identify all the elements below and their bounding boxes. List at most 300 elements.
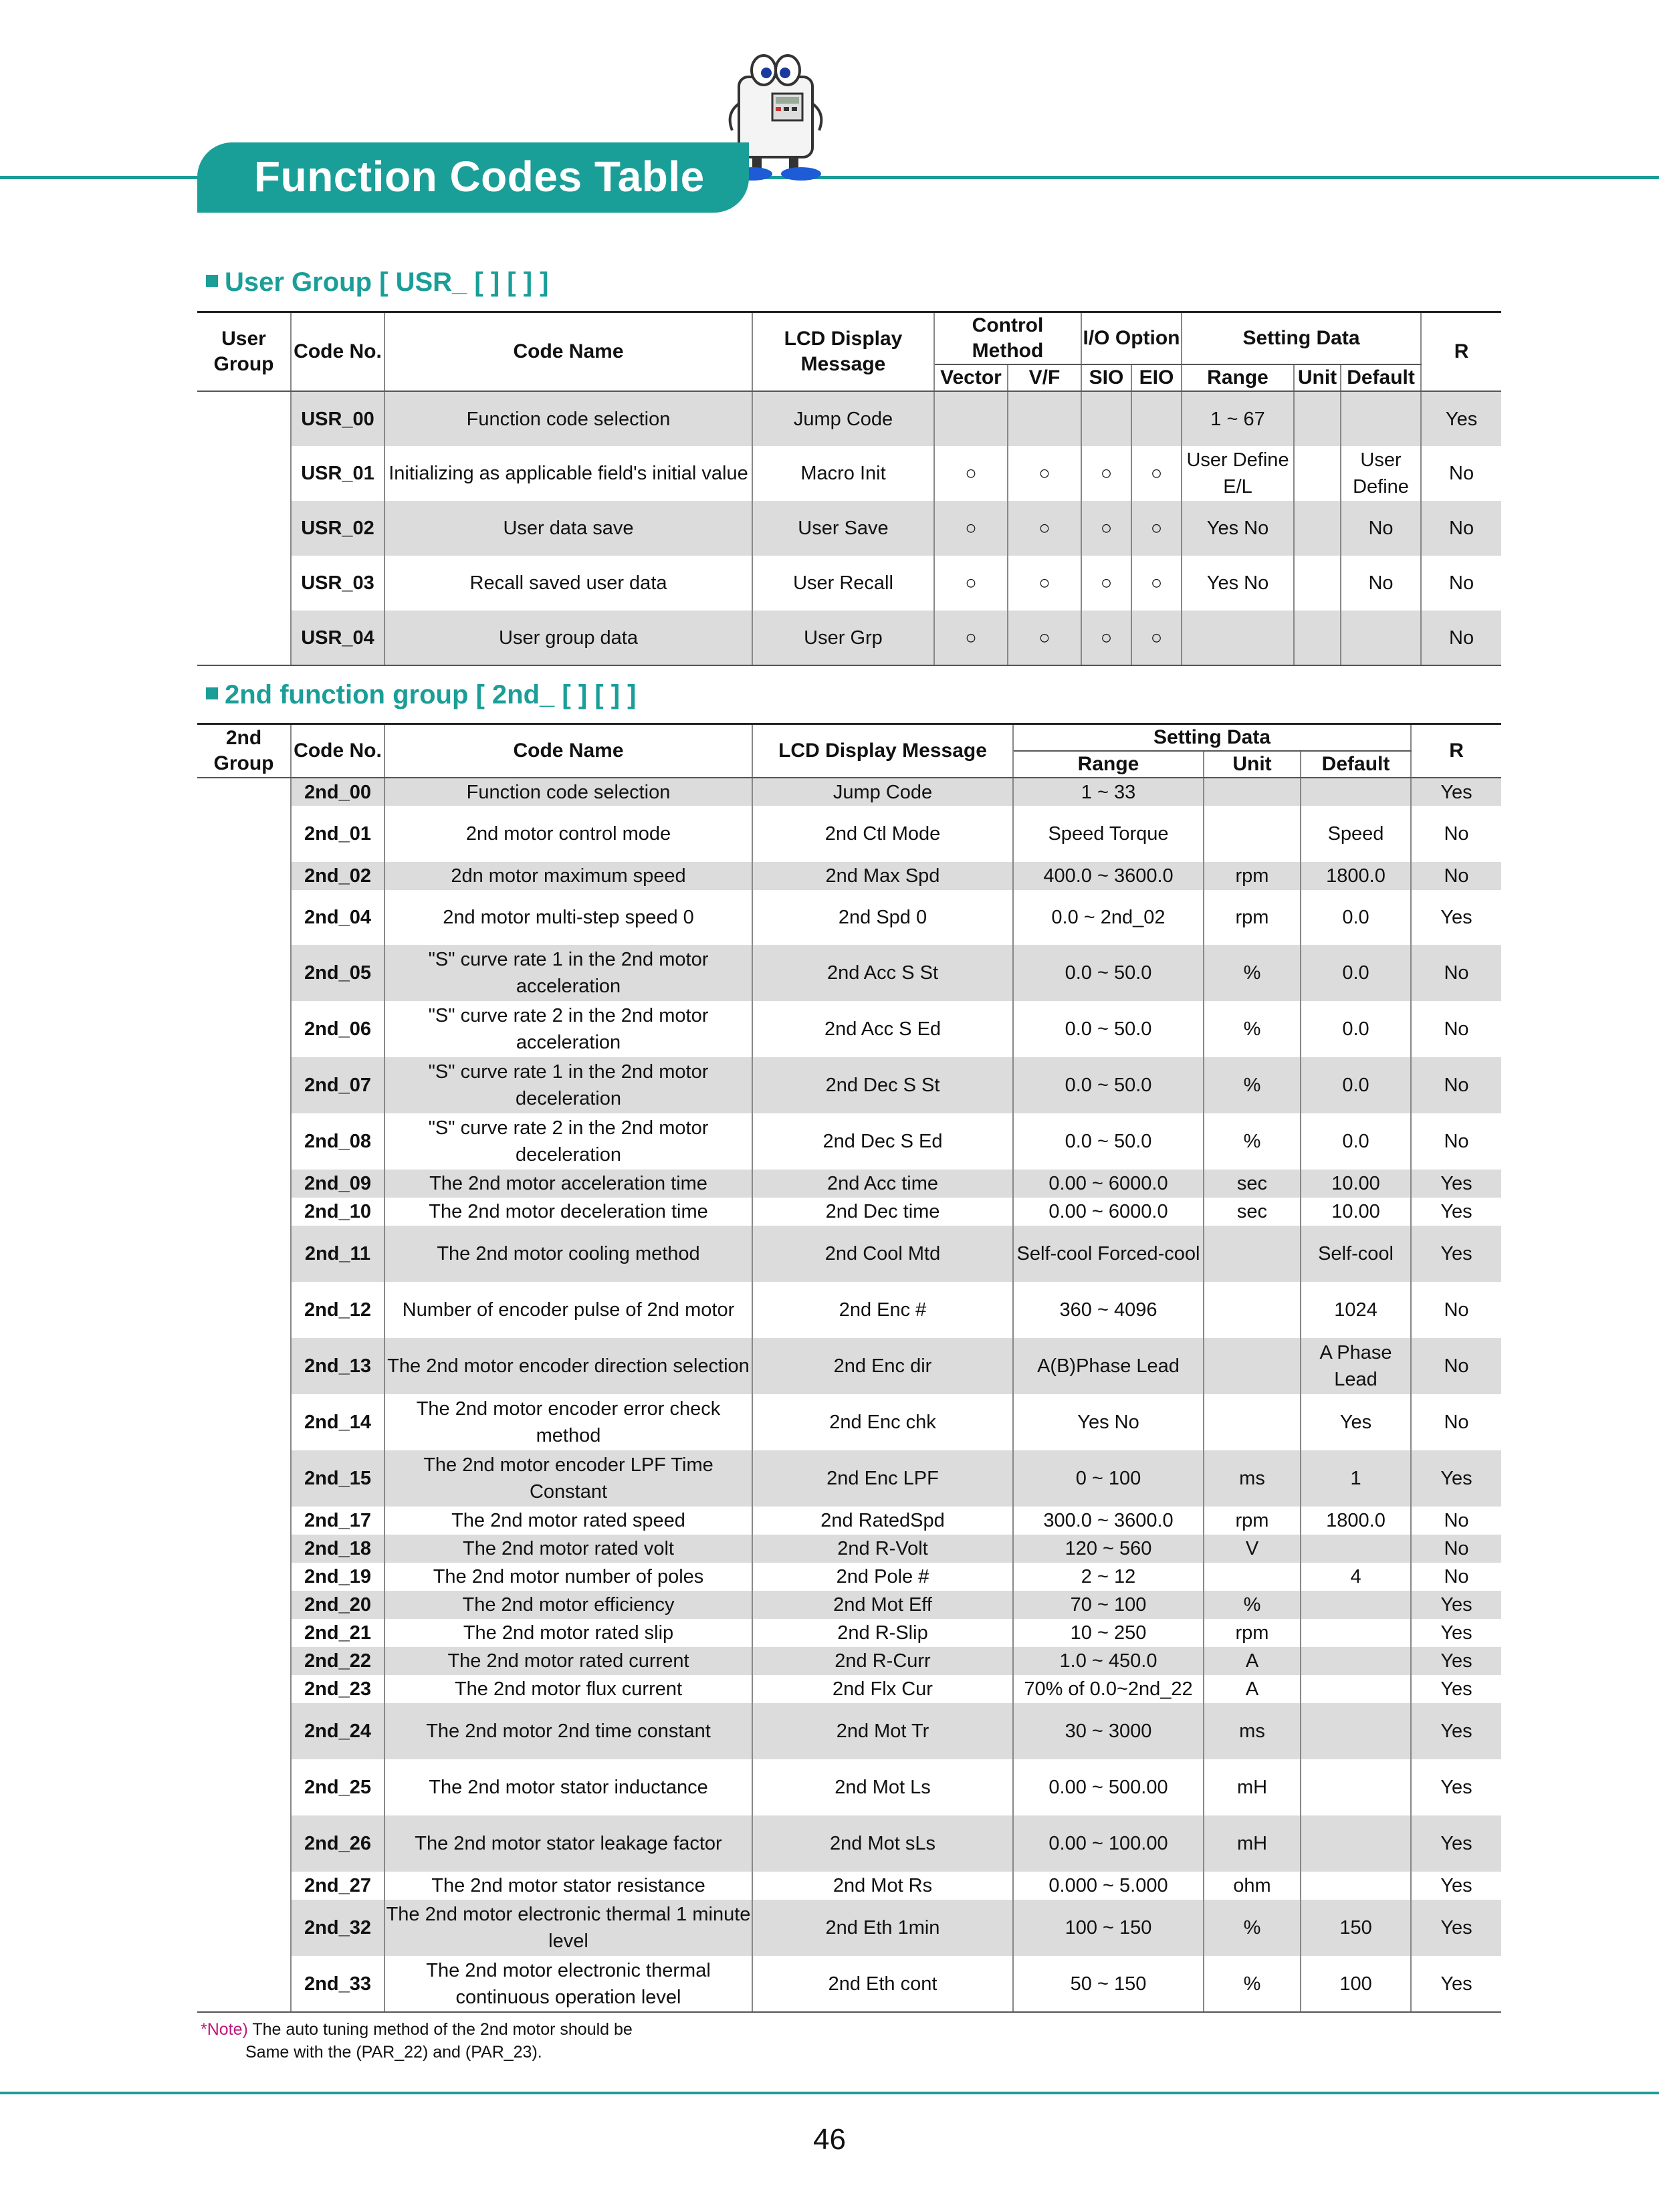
- cell-unit: mH: [1204, 1759, 1301, 1815]
- cell-default: No: [1341, 501, 1421, 556]
- cell-name: The 2nd motor electronic thermal 1 minute level: [384, 1900, 752, 1956]
- cell-default: [1301, 1675, 1411, 1703]
- cell-eio: ○: [1131, 501, 1182, 556]
- cell-r: Yes: [1411, 1900, 1501, 1956]
- cell-unit: rpm: [1204, 890, 1301, 945]
- cell-vector: [934, 391, 1008, 446]
- table-row: [197, 556, 1501, 611]
- cell-unit: ms: [1204, 1703, 1301, 1759]
- col-header-default: Default: [1301, 751, 1411, 778]
- cell-default: A Phase Lead: [1301, 1338, 1411, 1394]
- cell-range: 0.00 ~ 6000.0: [1013, 1198, 1204, 1226]
- cell-unit: ms: [1204, 1450, 1301, 1507]
- cell-default: 1: [1301, 1450, 1411, 1507]
- cell-unit: %: [1204, 945, 1301, 1001]
- cell-lcd: 2nd Eth cont: [752, 1956, 1013, 2012]
- cell-range: 0 ~ 100: [1013, 1450, 1204, 1507]
- footnote-line1: The auto tuning method of the 2nd motor should be: [252, 2020, 633, 2039]
- cell-default: 150: [1301, 1900, 1411, 1956]
- cell-r: Yes: [1411, 1450, 1501, 1507]
- cell-default: [1341, 391, 1421, 446]
- cell-r: Yes: [1411, 1226, 1501, 1282]
- cell-sio: ○: [1081, 611, 1131, 665]
- cell-lcd: User Recall: [752, 556, 934, 611]
- cell-unit: sec: [1204, 1198, 1301, 1226]
- cell-lcd: 2nd Eth 1min: [752, 1900, 1013, 1956]
- cell-code: 2nd_21: [291, 1619, 384, 1647]
- col-header-io: I/O Option: [1081, 312, 1182, 365]
- cell-code: 2nd_32: [291, 1900, 384, 1956]
- cell-lcd: 2nd Dec S Ed: [752, 1113, 1013, 1170]
- cell-name: The 2nd motor 2nd time constant: [384, 1703, 752, 1759]
- table-row: [197, 778, 1501, 806]
- cell-name: The 2nd motor encoder LPF Time Constant: [384, 1450, 752, 1507]
- cell-code: 2nd_09: [291, 1170, 384, 1198]
- col-header-group: 2nd Group: [197, 724, 291, 778]
- cell-range: 30 ~ 3000: [1013, 1703, 1204, 1759]
- cell-range: 0.0 ~ 50.0: [1013, 1001, 1204, 1057]
- cell-lcd: 2nd R-Slip: [752, 1619, 1013, 1647]
- cell-range: 10 ~ 250: [1013, 1619, 1204, 1647]
- table-row: [197, 1170, 1501, 1198]
- cell-default: 0.0: [1301, 890, 1411, 945]
- cell-name: Function code selection: [384, 778, 752, 806]
- cell-r: Yes: [1411, 1619, 1501, 1647]
- cell-default: 0.0: [1301, 945, 1411, 1001]
- user-group-heading: [206, 267, 548, 298]
- table-row: [197, 1450, 1501, 1507]
- cell-code: 2nd_33: [291, 1956, 384, 2012]
- cell-eio: [1131, 391, 1182, 446]
- cell-default: [1341, 611, 1421, 665]
- cell-range: [1182, 611, 1294, 665]
- cell-lcd: 2nd Mot Ls: [752, 1759, 1013, 1815]
- cell-r: No: [1411, 1507, 1501, 1535]
- cell-code: 2nd_13: [291, 1338, 384, 1394]
- cell-name: User group data: [384, 611, 752, 665]
- cell-lcd: 2nd Dec time: [752, 1198, 1013, 1226]
- cell-range: 0.000 ~ 5.000: [1013, 1872, 1204, 1900]
- cell-name: 2nd motor control mode: [384, 806, 752, 862]
- cell-code: 2nd_26: [291, 1815, 384, 1872]
- cell-r: Yes: [1421, 391, 1501, 446]
- table-row: [197, 1338, 1501, 1394]
- cell-unit: [1294, 556, 1341, 611]
- col-header-name: Code Name: [384, 312, 752, 392]
- table-row: [197, 945, 1501, 1001]
- cell-vf: ○: [1008, 556, 1081, 611]
- cell-unit: [1294, 391, 1341, 446]
- second-group-heading-text: 2nd function group [ 2nd_ [ ] [ ] ]: [225, 680, 637, 709]
- cell-r: No: [1411, 1001, 1501, 1057]
- cell-code: 2nd_04: [291, 890, 384, 945]
- cell-name: The 2nd motor stator inductance: [384, 1759, 752, 1815]
- cell-range: A(B)Phase Lead: [1013, 1338, 1204, 1394]
- cell-name: The 2nd motor encoder error check method: [384, 1394, 752, 1450]
- cell-lcd: 2nd R-Volt: [752, 1535, 1013, 1563]
- cell-lcd: Macro Init: [752, 446, 934, 501]
- cell-vf: [1008, 391, 1081, 446]
- cell-unit: %: [1204, 1956, 1301, 2012]
- cell-default: [1301, 1815, 1411, 1872]
- cell-range: 70% of 0.0~2nd_22: [1013, 1675, 1204, 1703]
- cell-code: USR_00: [291, 391, 384, 446]
- cell-r: No: [1411, 1113, 1501, 1170]
- cell-vector: ○: [934, 446, 1008, 501]
- second-group-heading: [206, 680, 636, 710]
- cell-default: [1301, 1619, 1411, 1647]
- cell-default: 1024: [1301, 1282, 1411, 1338]
- cell-lcd: Jump Code: [752, 778, 1013, 806]
- cell-sio: ○: [1081, 501, 1131, 556]
- cell-code: USR_01: [291, 446, 384, 501]
- cell-default: 0.0: [1301, 1057, 1411, 1113]
- table-row: [197, 1226, 1501, 1282]
- cell-eio: ○: [1131, 611, 1182, 665]
- cell-default: Speed: [1301, 806, 1411, 862]
- cell-r: No: [1411, 1338, 1501, 1394]
- cell-range: 1 ~ 33: [1013, 778, 1204, 806]
- cell-code: 2nd_25: [291, 1759, 384, 1815]
- cell-range: Self-cool Forced-cool: [1013, 1226, 1204, 1282]
- cell-unit: ohm: [1204, 1872, 1301, 1900]
- cell-r: Yes: [1411, 1872, 1501, 1900]
- cell-code: 2nd_08: [291, 1113, 384, 1170]
- cell-lcd: 2nd Mot Eff: [752, 1591, 1013, 1619]
- cell-range: 1.0 ~ 450.0: [1013, 1647, 1204, 1675]
- cell-sio: [1081, 391, 1131, 446]
- cell-range: 0.0 ~ 50.0: [1013, 1113, 1204, 1170]
- col-header-setting: Setting Data: [1182, 312, 1421, 365]
- cell-unit: V: [1204, 1535, 1301, 1563]
- table-row: [197, 1703, 1501, 1759]
- cell-default: Yes: [1301, 1394, 1411, 1450]
- cell-name: The 2nd motor electronic thermal continuous operation level: [384, 1956, 752, 2012]
- cell-lcd: 2nd Max Spd: [752, 862, 1013, 890]
- cell-range: 100 ~ 150: [1013, 1900, 1204, 1956]
- cell-unit: A: [1204, 1647, 1301, 1675]
- cell-code: 2nd_12: [291, 1282, 384, 1338]
- cell-vector: ○: [934, 556, 1008, 611]
- col-header-code: Code No.: [291, 724, 384, 778]
- table-row: [197, 806, 1501, 862]
- table-row: [197, 1113, 1501, 1170]
- cell-r: No: [1421, 446, 1501, 501]
- cell-name: "S" curve rate 2 in the 2nd motor acceleration: [384, 1001, 752, 1057]
- table-row: [197, 1815, 1501, 1872]
- cell-code: 2nd_15: [291, 1450, 384, 1507]
- cell-default: 0.0: [1301, 1001, 1411, 1057]
- table-row: [197, 501, 1501, 556]
- cell-default: [1301, 778, 1411, 806]
- cell-name: Function code selection: [384, 391, 752, 446]
- cell-name: The 2nd motor acceleration time: [384, 1170, 752, 1198]
- cell-r: Yes: [1411, 1675, 1501, 1703]
- cell-vf: ○: [1008, 611, 1081, 665]
- cell-name: The 2nd motor rated slip: [384, 1619, 752, 1647]
- col-header-unit: Unit: [1204, 751, 1301, 778]
- cell-code: 2nd_18: [291, 1535, 384, 1563]
- cell-sio: ○: [1081, 556, 1131, 611]
- cell-r: Yes: [1411, 1591, 1501, 1619]
- cell-code: 2nd_11: [291, 1226, 384, 1282]
- cell-lcd: 2nd Acc time: [752, 1170, 1013, 1198]
- cell-default: [1301, 1647, 1411, 1675]
- cell-r: Yes: [1411, 1956, 1501, 2012]
- table-row: [197, 1872, 1501, 1900]
- cell-lcd: 2nd Ctl Mode: [752, 806, 1013, 862]
- cell-r: No: [1411, 862, 1501, 890]
- cell-lcd: 2nd Enc #: [752, 1282, 1013, 1338]
- cell-default: 1800.0: [1301, 862, 1411, 890]
- group-cell: [197, 778, 291, 2012]
- cell-range: 50 ~ 150: [1013, 1956, 1204, 2012]
- col-header-unit: Unit: [1294, 364, 1341, 391]
- cell-code: 2nd_19: [291, 1563, 384, 1591]
- cell-r: Yes: [1411, 1815, 1501, 1872]
- cell-name: The 2nd motor stator leakage factor: [384, 1815, 752, 1872]
- cell-default: 10.00: [1301, 1170, 1411, 1198]
- footnote-line2: Same with the (PAR_22) and (PAR_23).: [245, 2043, 542, 2062]
- cell-r: No: [1411, 1057, 1501, 1113]
- cell-range: 0.0 ~ 2nd_02: [1013, 890, 1204, 945]
- cell-unit: %: [1204, 1057, 1301, 1113]
- footer-rule: [0, 2092, 1659, 2094]
- cell-name: The 2nd motor number of poles: [384, 1563, 752, 1591]
- cell-r: Yes: [1411, 778, 1501, 806]
- cell-vf: ○: [1008, 446, 1081, 501]
- table-row: [197, 1507, 1501, 1535]
- cell-unit: [1204, 1226, 1301, 1282]
- cell-unit: [1294, 611, 1341, 665]
- col-header-r: R: [1411, 724, 1501, 778]
- cell-range: 300.0 ~ 3600.0: [1013, 1507, 1204, 1535]
- cell-unit: [1204, 1282, 1301, 1338]
- cell-code: USR_03: [291, 556, 384, 611]
- cell-code: 2nd_10: [291, 1198, 384, 1226]
- table-row: [197, 1619, 1501, 1647]
- table-row: [197, 1198, 1501, 1226]
- cell-lcd: 2nd Mot Rs: [752, 1872, 1013, 1900]
- page-title-tab: [197, 142, 749, 213]
- cell-unit: %: [1204, 1591, 1301, 1619]
- group-cell: [197, 391, 291, 665]
- cell-range: 1 ~ 67: [1182, 391, 1294, 446]
- cell-lcd: 2nd RatedSpd: [752, 1507, 1013, 1535]
- col-header-sio: SIO: [1081, 364, 1131, 391]
- cell-lcd: 2nd Cool Mtd: [752, 1226, 1013, 1282]
- second-group-table: [197, 723, 1501, 2013]
- col-header-r: R: [1421, 312, 1501, 392]
- cell-name: Initializing as applicable field's initial value: [384, 446, 752, 501]
- col-header-default: Default: [1341, 364, 1421, 391]
- cell-lcd: 2nd R-Curr: [752, 1647, 1013, 1675]
- cell-r: Yes: [1411, 1703, 1501, 1759]
- table-row: [197, 1647, 1501, 1675]
- cell-default: [1301, 1535, 1411, 1563]
- cell-code: 2nd_01: [291, 806, 384, 862]
- cell-name: The 2nd motor cooling method: [384, 1226, 752, 1282]
- cell-r: No: [1421, 611, 1501, 665]
- cell-eio: ○: [1131, 556, 1182, 611]
- cell-eio: ○: [1131, 446, 1182, 501]
- table-row: [197, 1591, 1501, 1619]
- cell-range: 0.00 ~ 6000.0: [1013, 1170, 1204, 1198]
- table-row: [197, 391, 1501, 446]
- cell-name: Number of encoder pulse of 2nd motor: [384, 1282, 752, 1338]
- cell-range: Yes No: [1182, 556, 1294, 611]
- col-header-lcd: LCD Display Message: [752, 724, 1013, 778]
- cell-name: The 2nd motor rated current: [384, 1647, 752, 1675]
- footnote-tag: *Note): [201, 2020, 248, 2039]
- cell-range: Speed Torque: [1013, 806, 1204, 862]
- cell-range: 360 ~ 4096: [1013, 1282, 1204, 1338]
- cell-name: 2nd motor multi-step speed 0: [384, 890, 752, 945]
- footnote: [201, 2018, 633, 2064]
- cell-unit: [1204, 1563, 1301, 1591]
- cell-unit: rpm: [1204, 862, 1301, 890]
- cell-unit: A: [1204, 1675, 1301, 1703]
- col-header-control: Control Method: [934, 312, 1081, 365]
- cell-code: 2nd_20: [291, 1591, 384, 1619]
- cell-r: No: [1421, 556, 1501, 611]
- cell-code: 2nd_07: [291, 1057, 384, 1113]
- cell-r: Yes: [1411, 1170, 1501, 1198]
- cell-default: 0.0: [1301, 1113, 1411, 1170]
- cell-name: The 2nd motor flux current: [384, 1675, 752, 1703]
- cell-lcd: 2nd Enc chk: [752, 1394, 1013, 1450]
- cell-default: No: [1341, 556, 1421, 611]
- cell-default: User Define: [1341, 446, 1421, 501]
- table-row: [197, 1394, 1501, 1450]
- cell-code: 2nd_17: [291, 1507, 384, 1535]
- cell-lcd: 2nd Enc dir: [752, 1338, 1013, 1394]
- table-row: [197, 1535, 1501, 1563]
- cell-range: 0.0 ~ 50.0: [1013, 1057, 1204, 1113]
- cell-r: Yes: [1411, 1198, 1501, 1226]
- cell-range: Yes No: [1182, 501, 1294, 556]
- cell-name: "S" curve rate 1 in the 2nd motor deceleration: [384, 1057, 752, 1113]
- cell-range: 0.00 ~ 100.00: [1013, 1815, 1204, 1872]
- cell-name: The 2nd motor encoder direction selection: [384, 1338, 752, 1394]
- cell-range: 0.00 ~ 500.00: [1013, 1759, 1204, 1815]
- cell-name: "S" curve rate 1 in the 2nd motor acceleration: [384, 945, 752, 1001]
- table-row: [197, 1282, 1501, 1338]
- cell-unit: rpm: [1204, 1619, 1301, 1647]
- cell-range: 120 ~ 560: [1013, 1535, 1204, 1563]
- cell-code: 2nd_22: [291, 1647, 384, 1675]
- table-row: [197, 890, 1501, 945]
- cell-lcd: 2nd Acc S St: [752, 945, 1013, 1001]
- col-header-range: Range: [1182, 364, 1294, 391]
- table-row: [197, 1675, 1501, 1703]
- cell-lcd: 2nd Flx Cur: [752, 1675, 1013, 1703]
- cell-code: USR_02: [291, 501, 384, 556]
- cell-unit: %: [1204, 1900, 1301, 1956]
- cell-default: 100: [1301, 1956, 1411, 2012]
- col-header-group: User Group: [197, 312, 291, 392]
- cell-range: Yes No: [1013, 1394, 1204, 1450]
- col-header-code: Code No.: [291, 312, 384, 392]
- cell-name: Recall saved user data: [384, 556, 752, 611]
- user-group-heading-text: User Group [ USR_ [ ] [ ] ]: [225, 267, 549, 297]
- cell-r: Yes: [1411, 1647, 1501, 1675]
- cell-r: No: [1411, 1535, 1501, 1563]
- cell-r: Yes: [1411, 1759, 1501, 1815]
- cell-default: 1800.0: [1301, 1507, 1411, 1535]
- cell-unit: [1294, 501, 1341, 556]
- cell-lcd: 2nd Pole #: [752, 1563, 1013, 1591]
- cell-unit: %: [1204, 1001, 1301, 1057]
- table-row: [197, 446, 1501, 501]
- bullet-square-icon: [206, 687, 218, 699]
- cell-lcd: 2nd Spd 0: [752, 890, 1013, 945]
- cell-unit: mH: [1204, 1815, 1301, 1872]
- bullet-square-icon: [206, 275, 218, 287]
- page-title: Function Codes Table: [254, 152, 705, 201]
- cell-code: 2nd_02: [291, 862, 384, 890]
- page-number: 46: [813, 2123, 846, 2156]
- col-header-vector: Vector: [934, 364, 1008, 391]
- cell-unit: %: [1204, 1113, 1301, 1170]
- col-header-lcd: LCD Display Message: [752, 312, 934, 392]
- cell-default: 4: [1301, 1563, 1411, 1591]
- table-row: [197, 1001, 1501, 1057]
- cell-name: "S" curve rate 2 in the 2nd motor deceleration: [384, 1113, 752, 1170]
- cell-name: The 2nd motor rated speed: [384, 1507, 752, 1535]
- cell-unit: [1204, 806, 1301, 862]
- cell-code: 2nd_23: [291, 1675, 384, 1703]
- cell-default: Self-cool: [1301, 1226, 1411, 1282]
- cell-r: No: [1411, 1282, 1501, 1338]
- cell-lcd: 2nd Enc LPF: [752, 1450, 1013, 1507]
- cell-lcd: 2nd Acc S Ed: [752, 1001, 1013, 1057]
- cell-range: 400.0 ~ 3600.0: [1013, 862, 1204, 890]
- cell-sio: ○: [1081, 446, 1131, 501]
- table-row: [197, 1956, 1501, 2012]
- cell-lcd: 2nd Mot sLs: [752, 1815, 1013, 1872]
- table-row: [197, 1900, 1501, 1956]
- cell-range: 70 ~ 100: [1013, 1591, 1204, 1619]
- cell-code: 2nd_00: [291, 778, 384, 806]
- cell-unit: [1204, 778, 1301, 806]
- cell-r: No: [1411, 945, 1501, 1001]
- cell-default: [1301, 1872, 1411, 1900]
- col-header-eio: EIO: [1131, 364, 1182, 391]
- cell-range: 2 ~ 12: [1013, 1563, 1204, 1591]
- table-row: [197, 1759, 1501, 1815]
- user-group-table: [197, 311, 1501, 666]
- table-row: [197, 611, 1501, 665]
- col-header-vf: V/F: [1008, 364, 1081, 391]
- table-row: [197, 1057, 1501, 1113]
- cell-default: [1301, 1759, 1411, 1815]
- cell-default: [1301, 1703, 1411, 1759]
- cell-unit: rpm: [1204, 1507, 1301, 1535]
- cell-vector: ○: [934, 611, 1008, 665]
- cell-name: User data save: [384, 501, 752, 556]
- cell-lcd: 2nd Dec S St: [752, 1057, 1013, 1113]
- cell-unit: [1204, 1338, 1301, 1394]
- cell-unit: [1294, 446, 1341, 501]
- cell-name: The 2nd motor deceleration time: [384, 1198, 752, 1226]
- cell-name: The 2nd motor efficiency: [384, 1591, 752, 1619]
- cell-vector: ○: [934, 501, 1008, 556]
- cell-name: 2dn motor maximum speed: [384, 862, 752, 890]
- cell-lcd: 2nd Mot Tr: [752, 1703, 1013, 1759]
- cell-lcd: Jump Code: [752, 391, 934, 446]
- col-header-range: Range: [1013, 751, 1204, 778]
